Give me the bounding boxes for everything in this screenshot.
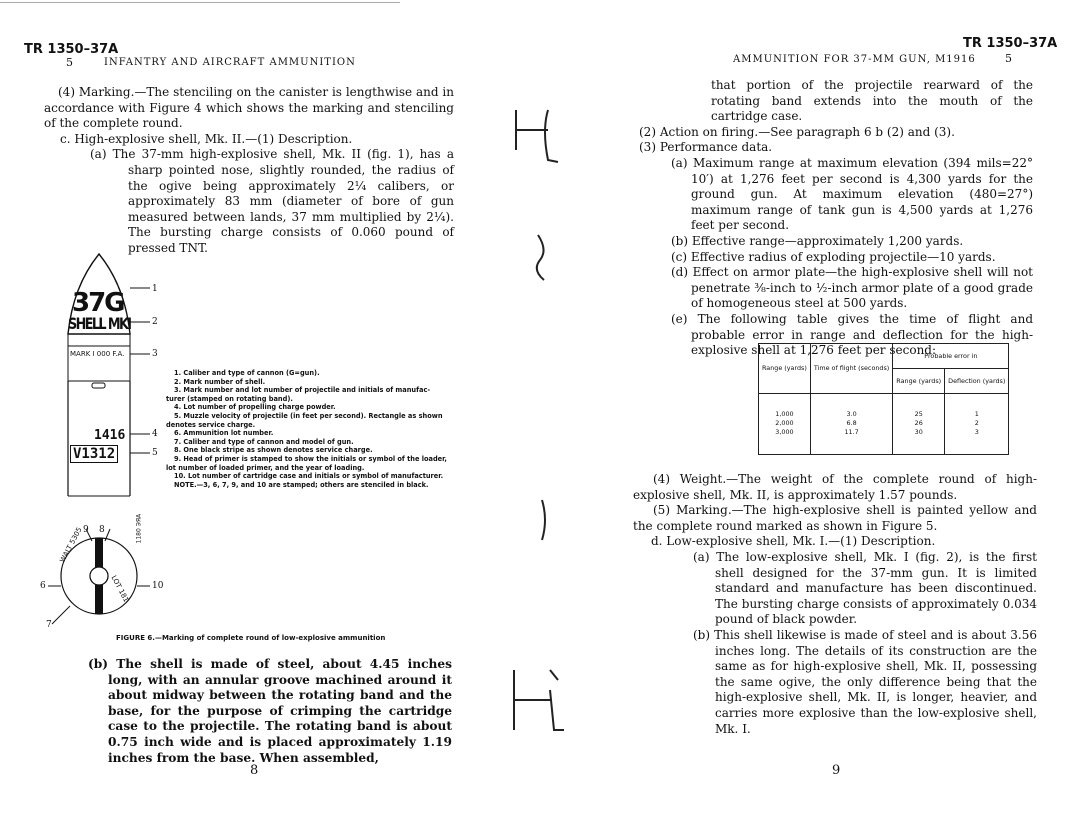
paragraph: (b) The shell is made of steel, about 4.45 inches long, with an annular groove machined around it about midway between the rotating band and the base, for the purpose of crimping the cartridge case to the projectile. The rotating band is about 0.75 inch wide and is placed approximately 1.19 inches from the base. When assembled, — [88, 657, 452, 765]
paragraph: (c) Effective radius of exploding projectile—10 yards. — [671, 249, 996, 264]
legend-line: 7. Caliber and type of cannon and model of gun. — [174, 437, 354, 446]
table-cell: 25 26 30 — [893, 393, 945, 454]
figure-legend — [166, 369, 447, 489]
paragraph: (b) This shell likewise is made of steel and is about 3.56 inches long. The details of its construction are the same as for high-explosive shell, Mk. II, possessing the same ogive, the only difference being that the high-explosive shell, Mk. II, is longer, heavier, and carries more explosive than the low-explosive shell, Mk. I. — [693, 627, 1037, 736]
right-header-code: TR 1350–37A — [963, 36, 1058, 51]
table-header-time: Time of flight (seconds) — [810, 344, 892, 394]
legend-line: NOTE.—3, 6, 7, 9, and 10 are stamped; others are stenciled in black. — [174, 480, 429, 489]
table-header-probable: Probable error in — [893, 344, 1009, 369]
right-body-text-bottom — [633, 472, 1037, 737]
table-row — [759, 393, 1009, 454]
callout-number: 4 — [152, 429, 158, 439]
table-header-deflection: Deflection (yards) — [945, 368, 1009, 393]
base-marking: LOT 181 — [109, 574, 131, 604]
left-bottom-paragraph — [88, 657, 452, 766]
legend-line: 1. Caliber and type of cannon (G=gun). — [174, 369, 320, 377]
paragraph: (a) The low-explosive shell, Mk. I (fig. 2), is the first shell designed for the 37-mm gun. It is limited standard and manufacture has been discontinued. The bursting charge consists of approximately 0.034 pound of black powder. — [693, 549, 1037, 627]
table-cell: 1,000 2,000 3,000 — [759, 393, 811, 454]
right-header-page: 5 — [1005, 52, 1012, 65]
left-body-text — [44, 85, 454, 257]
right-page — [545, 0, 1088, 835]
paragraph: (5) Marking.—The high-explosive shell is painted yellow and the complete round marked as shown in Figure 5. — [633, 503, 1037, 533]
muzzle-velocity-marking: V1312 — [70, 445, 118, 463]
callout-number: 2 — [152, 317, 158, 327]
paragraph: (4) Weight.—The weight of the complete round of high-explosive shell, Mk. II, is approximately 1.57 pounds. — [633, 472, 1037, 502]
paragraph: (2) Action on firing.—See paragraph 6 b (2) and (3). — [639, 124, 955, 139]
callout-number: 9 — [83, 525, 89, 535]
shell-marking-mark: SHELL MKI — [68, 314, 131, 333]
legend-line: lot number of loaded primer, and the year of loading. — [166, 463, 365, 472]
legend-line: 2. Mark number of shell. — [174, 377, 266, 386]
paragraph: (b) Effective range—approximately 1,200 yards. — [671, 233, 964, 248]
left-page — [0, 0, 540, 835]
legend-line: 10. Lot number of cartridge case and initials or symbol of manufacturer. — [174, 472, 444, 481]
side-marking: 1180 ЭЯА — [135, 513, 143, 544]
callout-number: 7 — [46, 620, 52, 630]
left-header-code: TR 1350–37A — [24, 42, 119, 57]
paragraph: d. Low-explosive shell, Mk. I.—(1) Description. — [651, 534, 936, 549]
paragraph: (d) Effect on armor plate—the high-explosive shell will not penetrate ⅜-inch to ½-inch armor plate of a good grade of homogeneous steel at 500 yards. — [671, 265, 1033, 311]
callout-number: 10 — [152, 581, 164, 591]
charge-lot-marking: 1416 — [94, 428, 126, 443]
callout-number: 5 — [152, 448, 158, 458]
left-page-number: 8 — [250, 763, 259, 778]
legend-line: 8. One black stripe as shown denotes service charge. — [174, 446, 373, 455]
table-cell: 3.0 6.8 11.7 — [810, 393, 892, 454]
table-cell: 1 2 3 — [945, 393, 1009, 454]
paragraph: (a) The 37-mm high-explosive shell, Mk. II (fig. 1), has a sharp pointed nose, slightly rounded, the radius of the ogive being approximately 2¼ calibers, or approximately 83 mm (diameter of bore of gun measured between lands, 37 mm multiplied by 2¼). The bursting charge consists of 0.060 pound of pressed TNT. — [90, 147, 454, 255]
legend-line: 3. Mark number and lot number of projectile and initials of manufac- — [174, 386, 431, 395]
shell-marking-caliber: 37G — [72, 288, 124, 318]
left-header-title: INFANTRY AND AIRCRAFT AMMUNITION — [104, 57, 356, 68]
callout-number: 8 — [99, 525, 105, 535]
left-header-page: 5 — [66, 56, 73, 69]
paragraph: that portion of the projectile rearward of the rotating band extends into the mouth of the cartridge case. — [711, 78, 1033, 124]
paragraph: (3) Performance data. — [639, 140, 773, 155]
paragraph: c. High-explosive shell, Mk. II.—(1) Description. — [60, 131, 353, 146]
paragraph: (e) The following table gives the time of flight and probable error in range and deflection for the high-explosive shell at 1,276 feet per second: — [671, 311, 1033, 358]
callout-number: 1 — [152, 284, 158, 294]
legend-line: 5. Muzzle velocity of projectile (in feet per second). Rectangle as shown — [174, 411, 443, 420]
callout-number: 3 — [152, 349, 158, 359]
paragraph: (a) Maximum range at maximum elevation (394 mils=22° 10′) at 1,276 feet per second is 4,300 yards for the ground gun. At maximum elevation (480=27°) maximum range of tank gun is 4,500 yards at 1,276 feet per second. — [671, 155, 1033, 233]
callout-number: 6 — [40, 581, 46, 591]
right-page-number: 9 — [832, 763, 841, 778]
legend-line: turer (stamped on rotating band). — [166, 394, 293, 403]
base-marking: WALT 5305 — [58, 526, 84, 564]
band-marking: MARK I 000 F.A. — [70, 350, 125, 358]
table-header-range-error: Range (yards) — [893, 368, 945, 393]
probable-error-table — [758, 343, 1009, 455]
legend-line: 4. Lot number of propelling charge powder. — [174, 403, 336, 412]
paragraph: (4) Marking.—The stenciling on the canister is lengthwise and in accordance with Figure 4 which shows the marking and stenciling of the complete round. — [44, 85, 454, 131]
right-body-text-top — [639, 78, 1033, 359]
right-header-title: AMMUNITION FOR 37-MM GUN, M1916 — [733, 54, 976, 65]
legend-line: 6. Ammunition lot number. — [174, 429, 274, 438]
legend-line: denotes service charge. — [166, 420, 256, 429]
table-header-range: Range (yards) — [759, 344, 811, 394]
legend-line: 9. Head of primer is stamped to show the initials or symbol of the loader, — [174, 454, 447, 463]
figure-caption: FIGURE 6.—Marking of complete round of low-explosive ammunition — [116, 634, 386, 642]
